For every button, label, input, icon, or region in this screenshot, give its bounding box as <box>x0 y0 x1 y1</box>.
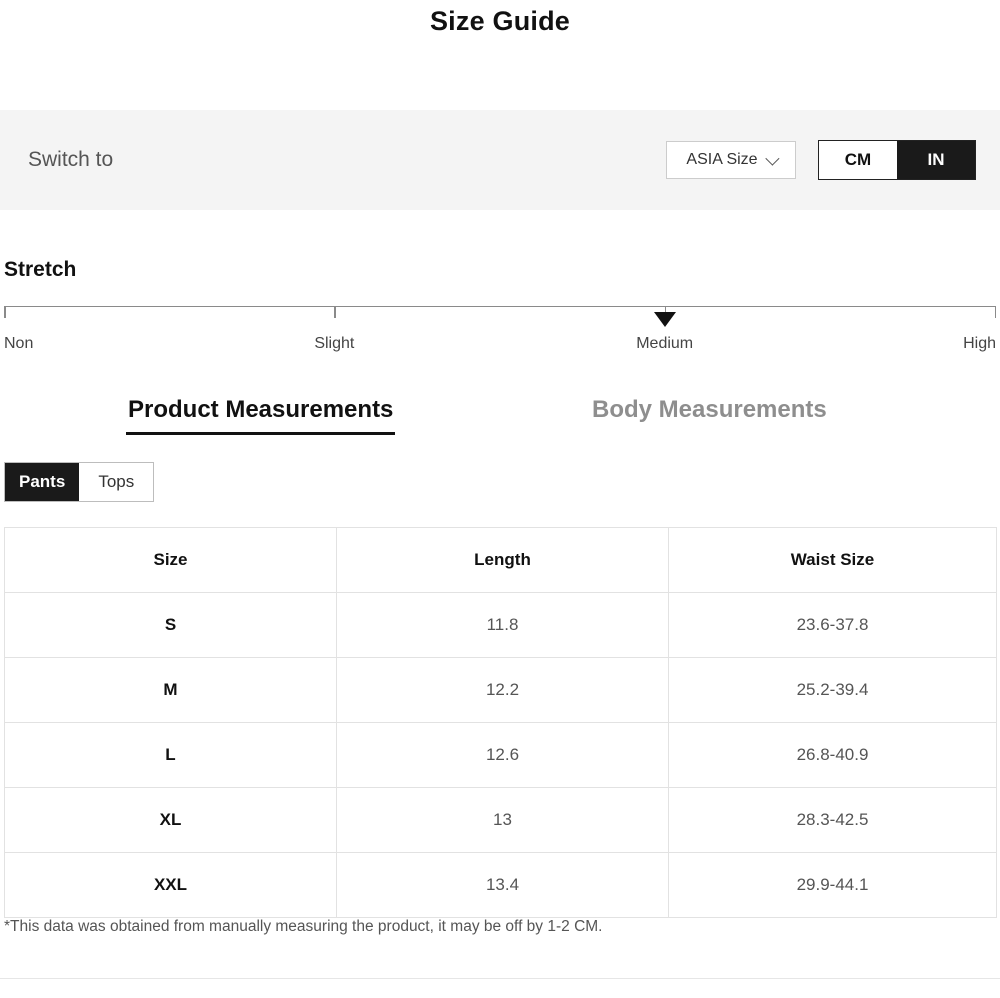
cell-length: 12.2 <box>337 658 669 723</box>
tab-tops[interactable]: Tops <box>79 463 153 501</box>
tab-product-measurements[interactable]: Product Measurements <box>126 396 395 435</box>
stretch-labels <box>4 335 996 357</box>
cell-waist: 29.9-44.1 <box>669 853 997 918</box>
cell-waist: 26.8-40.9 <box>669 723 997 788</box>
unit-button-cm[interactable]: CM <box>819 141 897 179</box>
cell-length: 13 <box>337 788 669 853</box>
cell-length: 11.8 <box>337 593 669 658</box>
cell-size: S <box>5 593 337 658</box>
stretch-tick-slight <box>334 307 336 318</box>
unit-button-in[interactable]: IN <box>897 141 975 179</box>
stretch-label-medium: Medium <box>636 335 694 352</box>
cell-waist: 28.3-42.5 <box>669 788 997 853</box>
cell-length: 12.6 <box>337 723 669 788</box>
bottom-divider <box>0 978 1000 979</box>
stretch-label-high: High <box>963 335 996 352</box>
tab-pants[interactable]: Pants <box>5 463 79 501</box>
cell-size: XL <box>5 788 337 853</box>
region-size-value: ASIA Size <box>686 151 758 168</box>
cell-waist: 23.6-37.8 <box>669 593 997 658</box>
table-row <box>5 658 997 723</box>
stretch-label-slight: Slight <box>314 335 355 352</box>
region-size-select[interactable] <box>666 141 796 179</box>
table-row <box>5 723 997 788</box>
category-tabs <box>4 462 154 502</box>
stretch-axis <box>4 306 996 319</box>
page-title: Size Guide <box>429 6 571 36</box>
table-header-row <box>5 528 997 593</box>
cell-size: L <box>5 723 337 788</box>
stretch-heading: Stretch <box>4 258 77 281</box>
cell-waist: 25.2-39.4 <box>669 658 997 723</box>
switch-controls <box>666 140 976 180</box>
switch-to-label: Switch to <box>28 148 114 171</box>
stretch-tick-non <box>4 307 6 318</box>
tab-body-measurements[interactable]: Body Measurements <box>592 396 827 423</box>
measurement-footnote: *This data was obtained from manually measuring the product, it may be off by 1-2 CM. <box>4 918 603 935</box>
cell-size: XXL <box>5 853 337 918</box>
stretch-tick-high <box>995 307 997 318</box>
chevron-down-icon <box>765 152 779 166</box>
column-header-length: Length <box>337 528 669 593</box>
stretch-scale <box>4 306 996 357</box>
unit-toggle <box>818 140 976 180</box>
column-header-size: Size <box>5 528 337 593</box>
size-table <box>4 527 997 918</box>
cell-size: M <box>5 658 337 723</box>
table-row <box>5 593 997 658</box>
cell-length: 13.4 <box>337 853 669 918</box>
stretch-marker-icon <box>654 312 676 327</box>
stretch-label-non: Non <box>4 335 34 352</box>
table-row <box>5 853 997 918</box>
column-header-waist-size: Waist Size <box>669 528 997 593</box>
switch-bar <box>0 110 1000 210</box>
table-row <box>5 788 997 853</box>
